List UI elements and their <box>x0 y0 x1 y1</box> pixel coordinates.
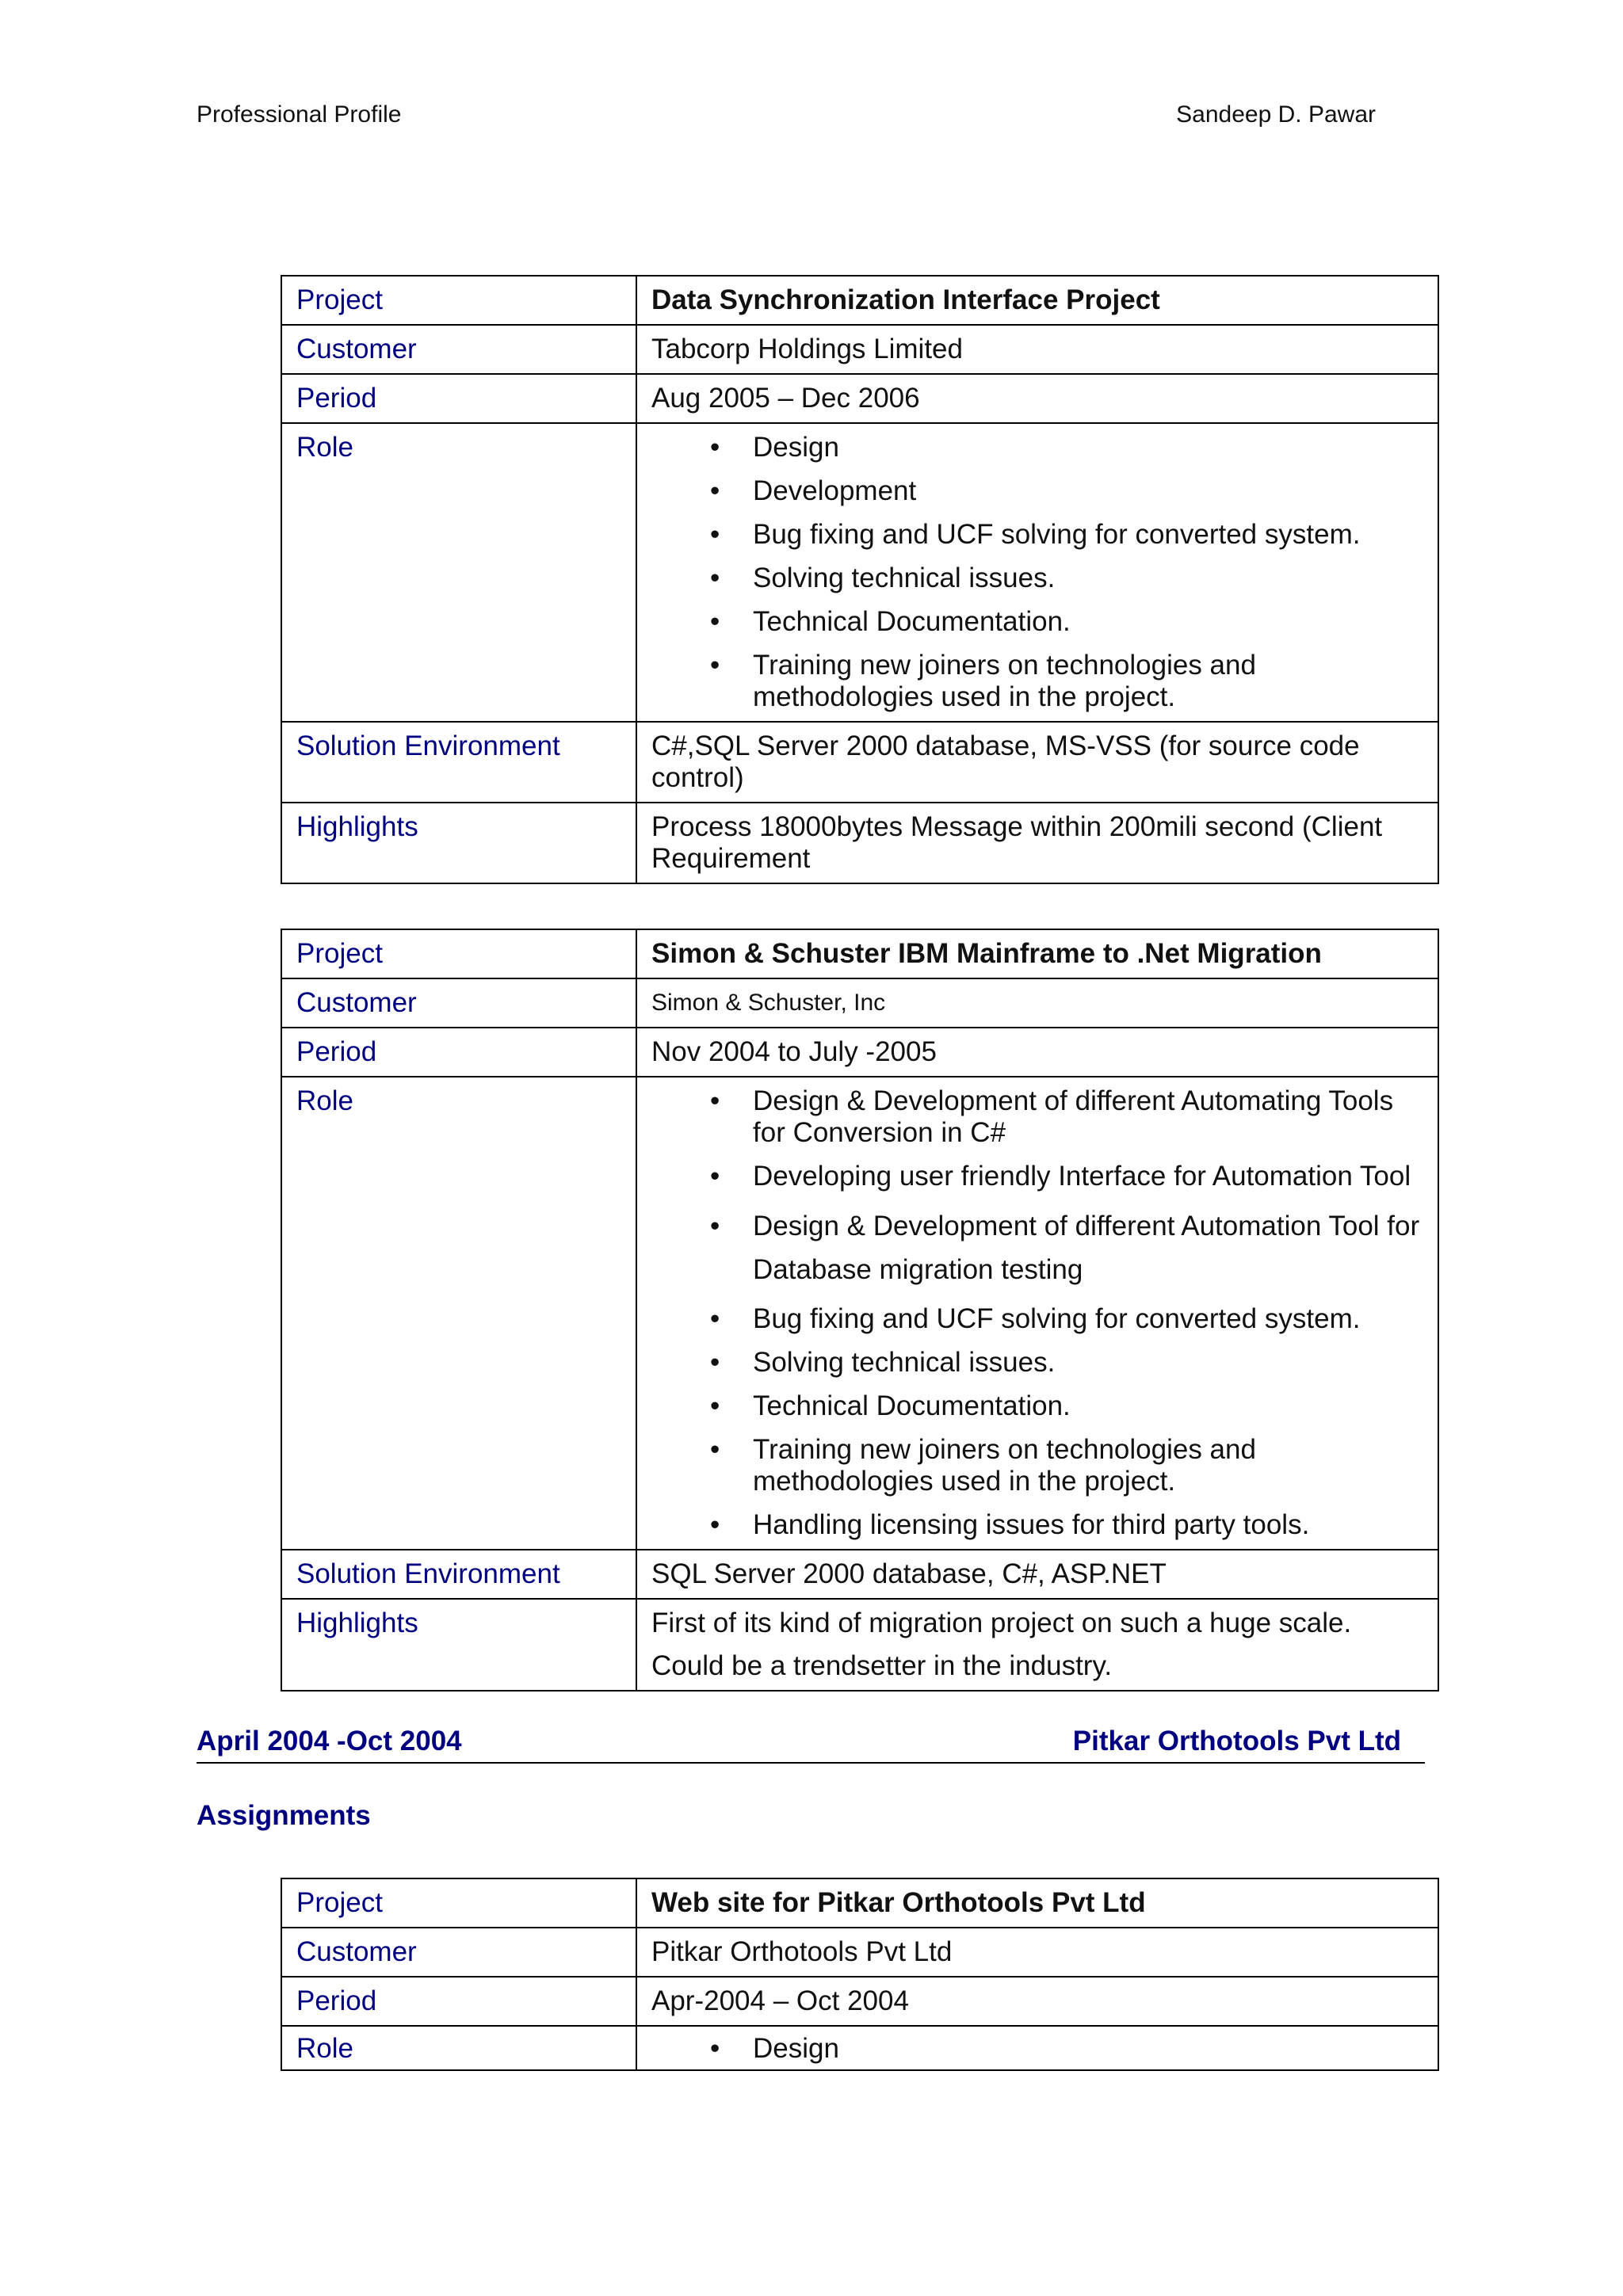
environment-value: SQL Server 2000 database, C#, ASP.NET <box>636 1550 1438 1599</box>
role-item: • Training new joiners on technologies and methodologies used in the project. <box>651 650 1426 713</box>
project-title: Web site for Pitkar Orthotools Pvt Ltd <box>636 1878 1438 1928</box>
period-label: Period <box>281 374 636 423</box>
page-header <box>197 101 1376 128</box>
role-item: • Solving technical issues. <box>651 563 1426 594</box>
environment-label: Solution Environment <box>281 722 636 803</box>
role-item: • Development <box>651 475 1426 507</box>
period-label: Period <box>281 1028 636 1077</box>
table-row <box>281 1977 1438 2026</box>
role-item: • Bug fixing and UCF solving for converted system. <box>651 1303 1426 1335</box>
project-label: Project <box>281 1878 636 1928</box>
role-item: • Training new joiners on technologies and methodologies used in the project. <box>651 1434 1426 1497</box>
employment-heading <box>197 1726 1425 1764</box>
role-list <box>651 2033 1426 2065</box>
role-list <box>651 1085 1426 1541</box>
customer-value: Pitkar Orthotools Pvt Ltd <box>636 1928 1438 1977</box>
highlight-line: Could be a trendsetter in the industry. <box>651 1650 1113 1681</box>
highlight-line: First of its kind of migration project on such a huge scale. <box>651 1608 1352 1638</box>
highlights-value <box>636 1599 1438 1691</box>
table-row <box>281 929 1438 978</box>
employment-company: Pitkar Orthotools Pvt Ltd <box>1072 1726 1401 1756</box>
customer-value: Tabcorp Holdings Limited <box>636 325 1438 374</box>
role-item: • Technical Documentation. <box>651 606 1426 638</box>
assignments-heading: Assignments <box>197 1800 371 1831</box>
table-row <box>281 423 1438 722</box>
highlights-value <box>636 803 1438 883</box>
role-item: • Design <box>651 2033 1426 2065</box>
role-value <box>636 1077 1438 1550</box>
role-item: • Design & Development of different Automation Tool for Database migration testing <box>651 1204 1426 1291</box>
table-row <box>281 325 1438 374</box>
project-table-1 <box>281 275 1439 884</box>
table-row <box>281 722 1438 803</box>
role-item: • Design & Development of different Automating Tools for Conversion in C# <box>651 1085 1426 1149</box>
table-row <box>281 1599 1438 1691</box>
role-item: • Handling licensing issues for third party tools. <box>651 1509 1426 1541</box>
table-row <box>281 1550 1438 1599</box>
period-value: Apr-2004 – Oct 2004 <box>636 1977 1438 2026</box>
project-title: Simon & Schuster IBM Mainframe to .Net Migration <box>636 929 1438 978</box>
customer-label: Customer <box>281 325 636 374</box>
role-item: • Developing user friendly Interface for Automation Tool <box>651 1161 1426 1192</box>
header-title: Professional Profile <box>197 101 402 128</box>
employment-dates: April 2004 -Oct 2004 <box>197 1726 462 1756</box>
table-row <box>281 276 1438 325</box>
environment-value: C#,SQL Server 2000 database, MS-VSS (for source code control) <box>636 722 1438 803</box>
environment-label: Solution Environment <box>281 1550 636 1599</box>
customer-label: Customer <box>281 978 636 1028</box>
table-row <box>281 1928 1438 1977</box>
table-row <box>281 1077 1438 1550</box>
role-item: • Design <box>651 432 1426 463</box>
customer-value: Simon & Schuster, Inc <box>636 978 1438 1028</box>
role-value <box>636 2026 1438 2070</box>
project-title: Data Synchronization Interface Project <box>636 276 1438 325</box>
role-value <box>636 423 1438 722</box>
table-row <box>281 803 1438 883</box>
header-author: Sandeep D. Pawar <box>1176 101 1376 128</box>
project-table-2 <box>281 929 1439 1691</box>
table-row <box>281 374 1438 423</box>
highlights-label: Highlights <box>281 1599 636 1691</box>
table-row <box>281 2026 1438 2070</box>
role-list <box>651 432 1426 713</box>
project-label: Project <box>281 929 636 978</box>
role-label: Role <box>281 423 636 722</box>
table-row <box>281 1878 1438 1928</box>
period-value: Nov 2004 to July -2005 <box>636 1028 1438 1077</box>
role-item: • Solving technical issues. <box>651 1347 1426 1379</box>
project-table-3 <box>281 1878 1439 2071</box>
highlight-line: Process 18000bytes Message within 200mili second (Client Requirement <box>651 811 1383 874</box>
role-label: Role <box>281 2026 636 2070</box>
role-label: Role <box>281 1077 636 1550</box>
project-label: Project <box>281 276 636 325</box>
highlights-label: Highlights <box>281 803 636 883</box>
customer-label: Customer <box>281 1928 636 1977</box>
role-item: • Bug fixing and UCF solving for converted system. <box>651 519 1426 551</box>
table-row <box>281 978 1438 1028</box>
period-label: Period <box>281 1977 636 2026</box>
period-value: Aug 2005 – Dec 2006 <box>636 374 1438 423</box>
role-item: • Technical Documentation. <box>651 1390 1426 1422</box>
table-row <box>281 1028 1438 1077</box>
